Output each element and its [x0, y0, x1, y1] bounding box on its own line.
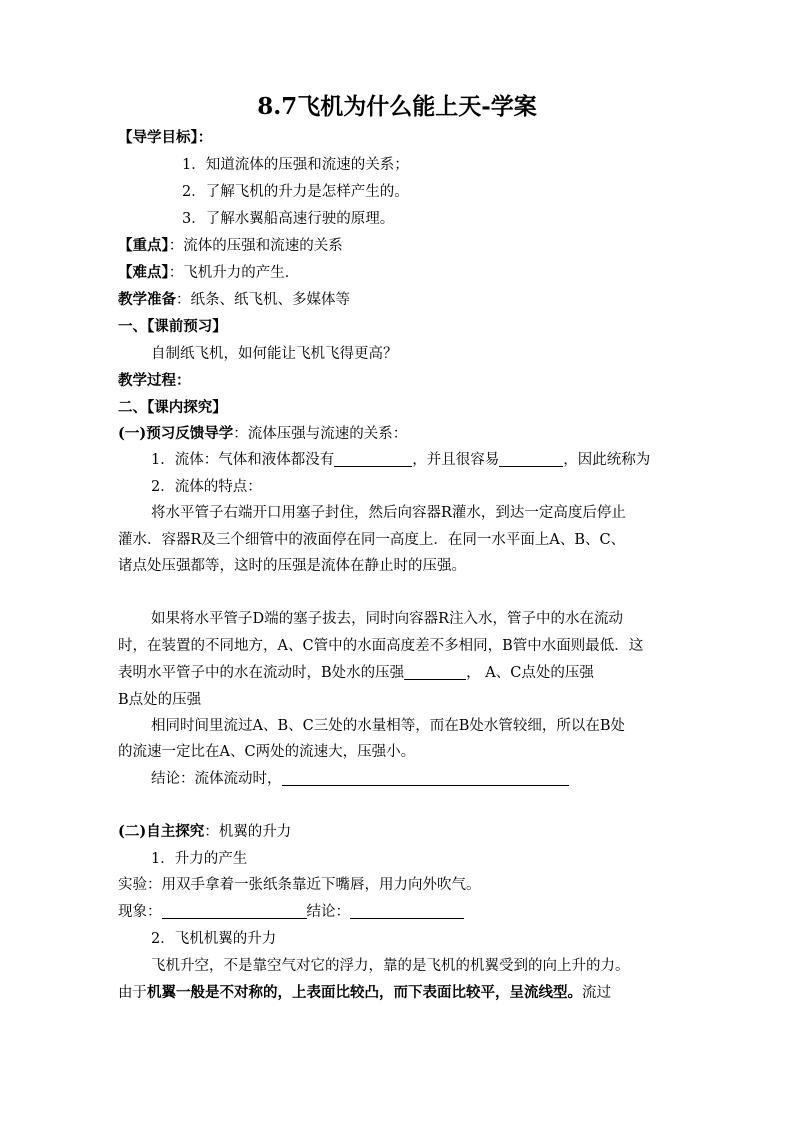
- part1-title: (一)预习反馈导学: [118, 425, 234, 442]
- experiment-text: 实验：用双手拿着一张纸条靠近下嘴唇，用力向外吹气。: [118, 877, 481, 893]
- objective-item: 1．知道流体的压强和流速的关系；: [182, 157, 409, 173]
- features-heading: 2．流体的特点：: [151, 479, 262, 495]
- part1-heading: [118, 425, 407, 443]
- paragraph-line: 的流速一定比在A、C两处的流速大，压强小。: [118, 744, 416, 760]
- para4-text-c: 流过: [582, 985, 611, 1001]
- process-label: 教学过程：: [118, 372, 191, 389]
- answer-blank[interactable]: [282, 770, 569, 786]
- key-point-label: 【重点】: [118, 237, 169, 254]
- phenomenon-line: [118, 903, 464, 921]
- paragraph-line: B点处的压强: [118, 692, 202, 708]
- objectives-suffix: ：: [197, 129, 213, 146]
- paragraph-line: 诸点处压强都等，这时的压强是流体在静止时的压强。: [118, 558, 466, 574]
- key-point: [118, 237, 343, 255]
- part2-heading: [118, 823, 291, 841]
- section1-heading: [118, 318, 227, 336]
- paragraph-line: 如果将水平管子D端的塞子拔去，同时向容器R注入水，管子中的水在流动: [151, 611, 624, 627]
- fluid-text-a: 1．流体：气体和液体都没有: [151, 452, 335, 468]
- answer-blank[interactable]: [404, 664, 466, 680]
- paragraph-line: 时，在装置的不同地方，A、C管中的水面高度差不多相同，B管中水面则最低．这: [118, 638, 644, 654]
- objective-item: 3．了解水翼船高速行驶的原理。: [182, 211, 395, 227]
- key-point-text: ：流体的压强和流速的关系: [168, 238, 343, 254]
- conclusion2-label: 结论：: [306, 904, 350, 920]
- answer-blank[interactable]: [499, 451, 563, 467]
- paragraph-line: 相同时间里流过A、B、C三处的水量相等，而在B处水管较细，所以在B处: [151, 718, 626, 734]
- section2-heading: [118, 399, 227, 417]
- fluid-text-c: ，因此统称为: [563, 452, 651, 468]
- answer-blank[interactable]: [334, 451, 412, 467]
- objectives-label: 【导学目标】: [118, 129, 198, 146]
- part2-sub: ：机翼的升力: [204, 824, 292, 840]
- section1-text: 自制纸飞机，如何能让飞机飞得更高？: [151, 346, 398, 362]
- answer-blank[interactable]: [350, 903, 464, 919]
- section1-label: 【课前预习】: [147, 318, 227, 335]
- phenomenon-label: 现象：: [118, 904, 162, 920]
- paragraph-line: [118, 984, 611, 1002]
- part1-sub: ：流体压强与流速的关系：: [233, 426, 408, 442]
- conclusion-line: [151, 770, 569, 788]
- objective-item: 2．了解飞机的升力是怎样产生的。: [182, 184, 409, 200]
- para2-text-b: ， A、C点处的压强: [466, 665, 594, 681]
- difficulty-text: ：飞机升力的产生．: [168, 265, 300, 281]
- fluid-definition: [151, 451, 650, 469]
- para2-text-a: 表明水平管子中的水在流动时，B处水的压强: [118, 665, 405, 681]
- wing-lift-heading: 2．飞机机翼的升力: [151, 931, 277, 947]
- prep-label: 教学准备: [118, 291, 176, 308]
- para4-text-a: 由于: [118, 985, 147, 1001]
- difficulty-label: 【难点】: [118, 264, 169, 281]
- paragraph-line: [118, 664, 594, 682]
- prep-text: ：纸条、纸飞机、多媒体等: [176, 292, 350, 308]
- lift-generation-heading: 1．升力的产生: [151, 851, 248, 867]
- prep: [118, 291, 350, 309]
- difficulty: [118, 264, 299, 282]
- fluid-text-b: ，并且很容易: [412, 452, 500, 468]
- section2-num: 二、: [118, 399, 147, 416]
- paragraph-line: 将水平管子右端开口用塞子封住，然后向容器R灌水，到达一定高度后停止: [151, 505, 626, 521]
- page-title: 8.7飞机为什么能上天-学案: [257, 93, 537, 120]
- conclusion-label: 结论：流体流动时，: [151, 771, 282, 787]
- paragraph-line: 灌水．容器R及三个细管中的液面停在同一高度上．在同一水平面上A、B、C、: [118, 532, 626, 548]
- section1-num: 一、: [118, 318, 147, 335]
- paragraph-line: 飞机升空，不是靠空气对它的浮力，靠的是飞机的机翼受到的向上升的力。: [151, 958, 630, 974]
- objectives-heading: [118, 129, 212, 147]
- para4-bold-text: 机翼一般是不对称的，上表面比较凸，而下表面比较平，呈流线型。: [147, 984, 582, 1001]
- answer-blank[interactable]: [162, 903, 307, 919]
- part2-title: (二)自主探究: [118, 823, 205, 840]
- section2-label: 【课内探究】: [147, 399, 227, 416]
